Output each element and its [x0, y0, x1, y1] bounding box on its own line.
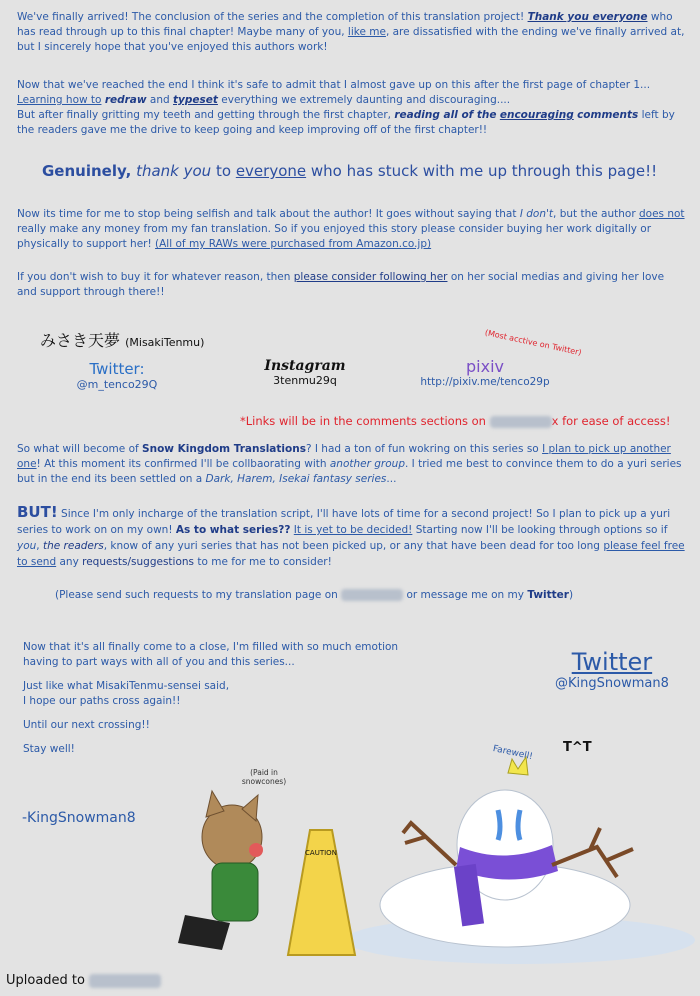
caution-label: CAUTION	[305, 849, 337, 857]
farewell-label: Farewell!	[491, 744, 534, 763]
snowcone	[249, 843, 263, 857]
footer-uploaded: Uploaded to	[6, 973, 161, 988]
redacted-site	[89, 974, 161, 988]
author-name: みさき天夢 (MisakiTenmu)	[40, 331, 205, 350]
author-twitter: Twitter: @m_tenco29Q	[76, 360, 158, 391]
most-active-note: (Most acctive on Twitter)	[484, 328, 583, 358]
thank-you-everyone: Thank you everyone	[527, 11, 648, 23]
paragraph-admission: Now that we've reached the end I think it's safe to admit that I almost gave up on this after the first page of chapter 1... Learning how to redraw and typeset everything we extremely daunting and discouraging.... But after finally gritting my teeth and getting through the first chapter, reading all of the encouraging comments left by the readers gave me the drive to keep going and keep improving off of the first chapter!!	[17, 79, 675, 136]
signature: -KingSnowman8	[22, 810, 136, 826]
paragraph-follow: If you don't wish to buy it for whatever reason, then please consider following her on her social medias and giving her love and support through there!!	[17, 271, 665, 298]
redacted-site	[490, 416, 552, 428]
links-note: *Links will be in the comments sections on x for ease of access!	[240, 414, 671, 428]
illustration	[160, 755, 700, 970]
cat-body	[212, 863, 258, 921]
snowman-arm-left	[403, 823, 456, 865]
paragraph-intro: We've finally arrived! The conclusion of the series and the completion of this translation project! Thank you everyone who has read through up to this final chapter! Maybe many of you, like me, are dissatisfied with the ending we've finally arrived at, but I sincerely hope that you've enjoyed this authors work!	[17, 11, 685, 53]
crown-icon	[508, 757, 528, 775]
closing-text: Now that it's all finally come to a close, I'm filled with so much emotion having to part ways with all of you and this series... Just like what MisakiTenmu-sensei said, I hope our paths cross again!! Until our next crossing!! Stay well!	[23, 641, 399, 755]
thanks-headline: Genuinely, thank you to everyone who has stuck with me up through this page!!	[42, 162, 658, 180]
translator-twitter: Twitter @KingSnowman8	[555, 648, 669, 691]
paragraph-future: So what will become of Snow Kingdom Translations? I had a ton of fun wokring on this series so I plan to pick up another one! At this moment its confirmed I'll be collbaorating with another group. I tried me best to convince them to do a yuri series but in the end its been settled on a Dark, Harem, Isekai fantasy series...	[17, 443, 682, 485]
raws-note: (All of my RAWs were purchased from Amazon.co.jp)	[155, 238, 432, 250]
paragraph-yuri: BUT! Since I'm only incharge of the translation script, I'll have lots of time for a second project! So I plan to pick up a yuri series to work on on my own! As to what series?? It is yet to be decided! Starting now I'll be looking through options so if you, the readers, know of any yuri series that has not been picked up, or any that have been dead for too long please feel free to send any requests/suggestions to me for me to consider!	[17, 503, 685, 568]
author-pixiv: pixiv http://pixiv.me/tenco29p	[420, 357, 550, 388]
crying-face-label: T^T	[563, 740, 592, 755]
author-instagram: Instagram 3tenmu29q	[264, 358, 346, 387]
paragraph-support-author: Now its time for me to stop being selfish and talk about the author! It goes without saying that I don't, but the author does not really make any money from my fan translation. So if you enjoyed this story please consider buying her work digitally or physically to support her! (All of my RAWs were purchased from Amazon.co.jp)	[17, 208, 685, 250]
redacted-site	[341, 589, 403, 601]
paid-label: (Paid in snowcones)	[241, 768, 287, 786]
follow-her-link: please consider following her	[293, 271, 448, 283]
paragraph-requests: (Please send such requests to my translation page on or message me on my Twitter)	[55, 589, 574, 601]
